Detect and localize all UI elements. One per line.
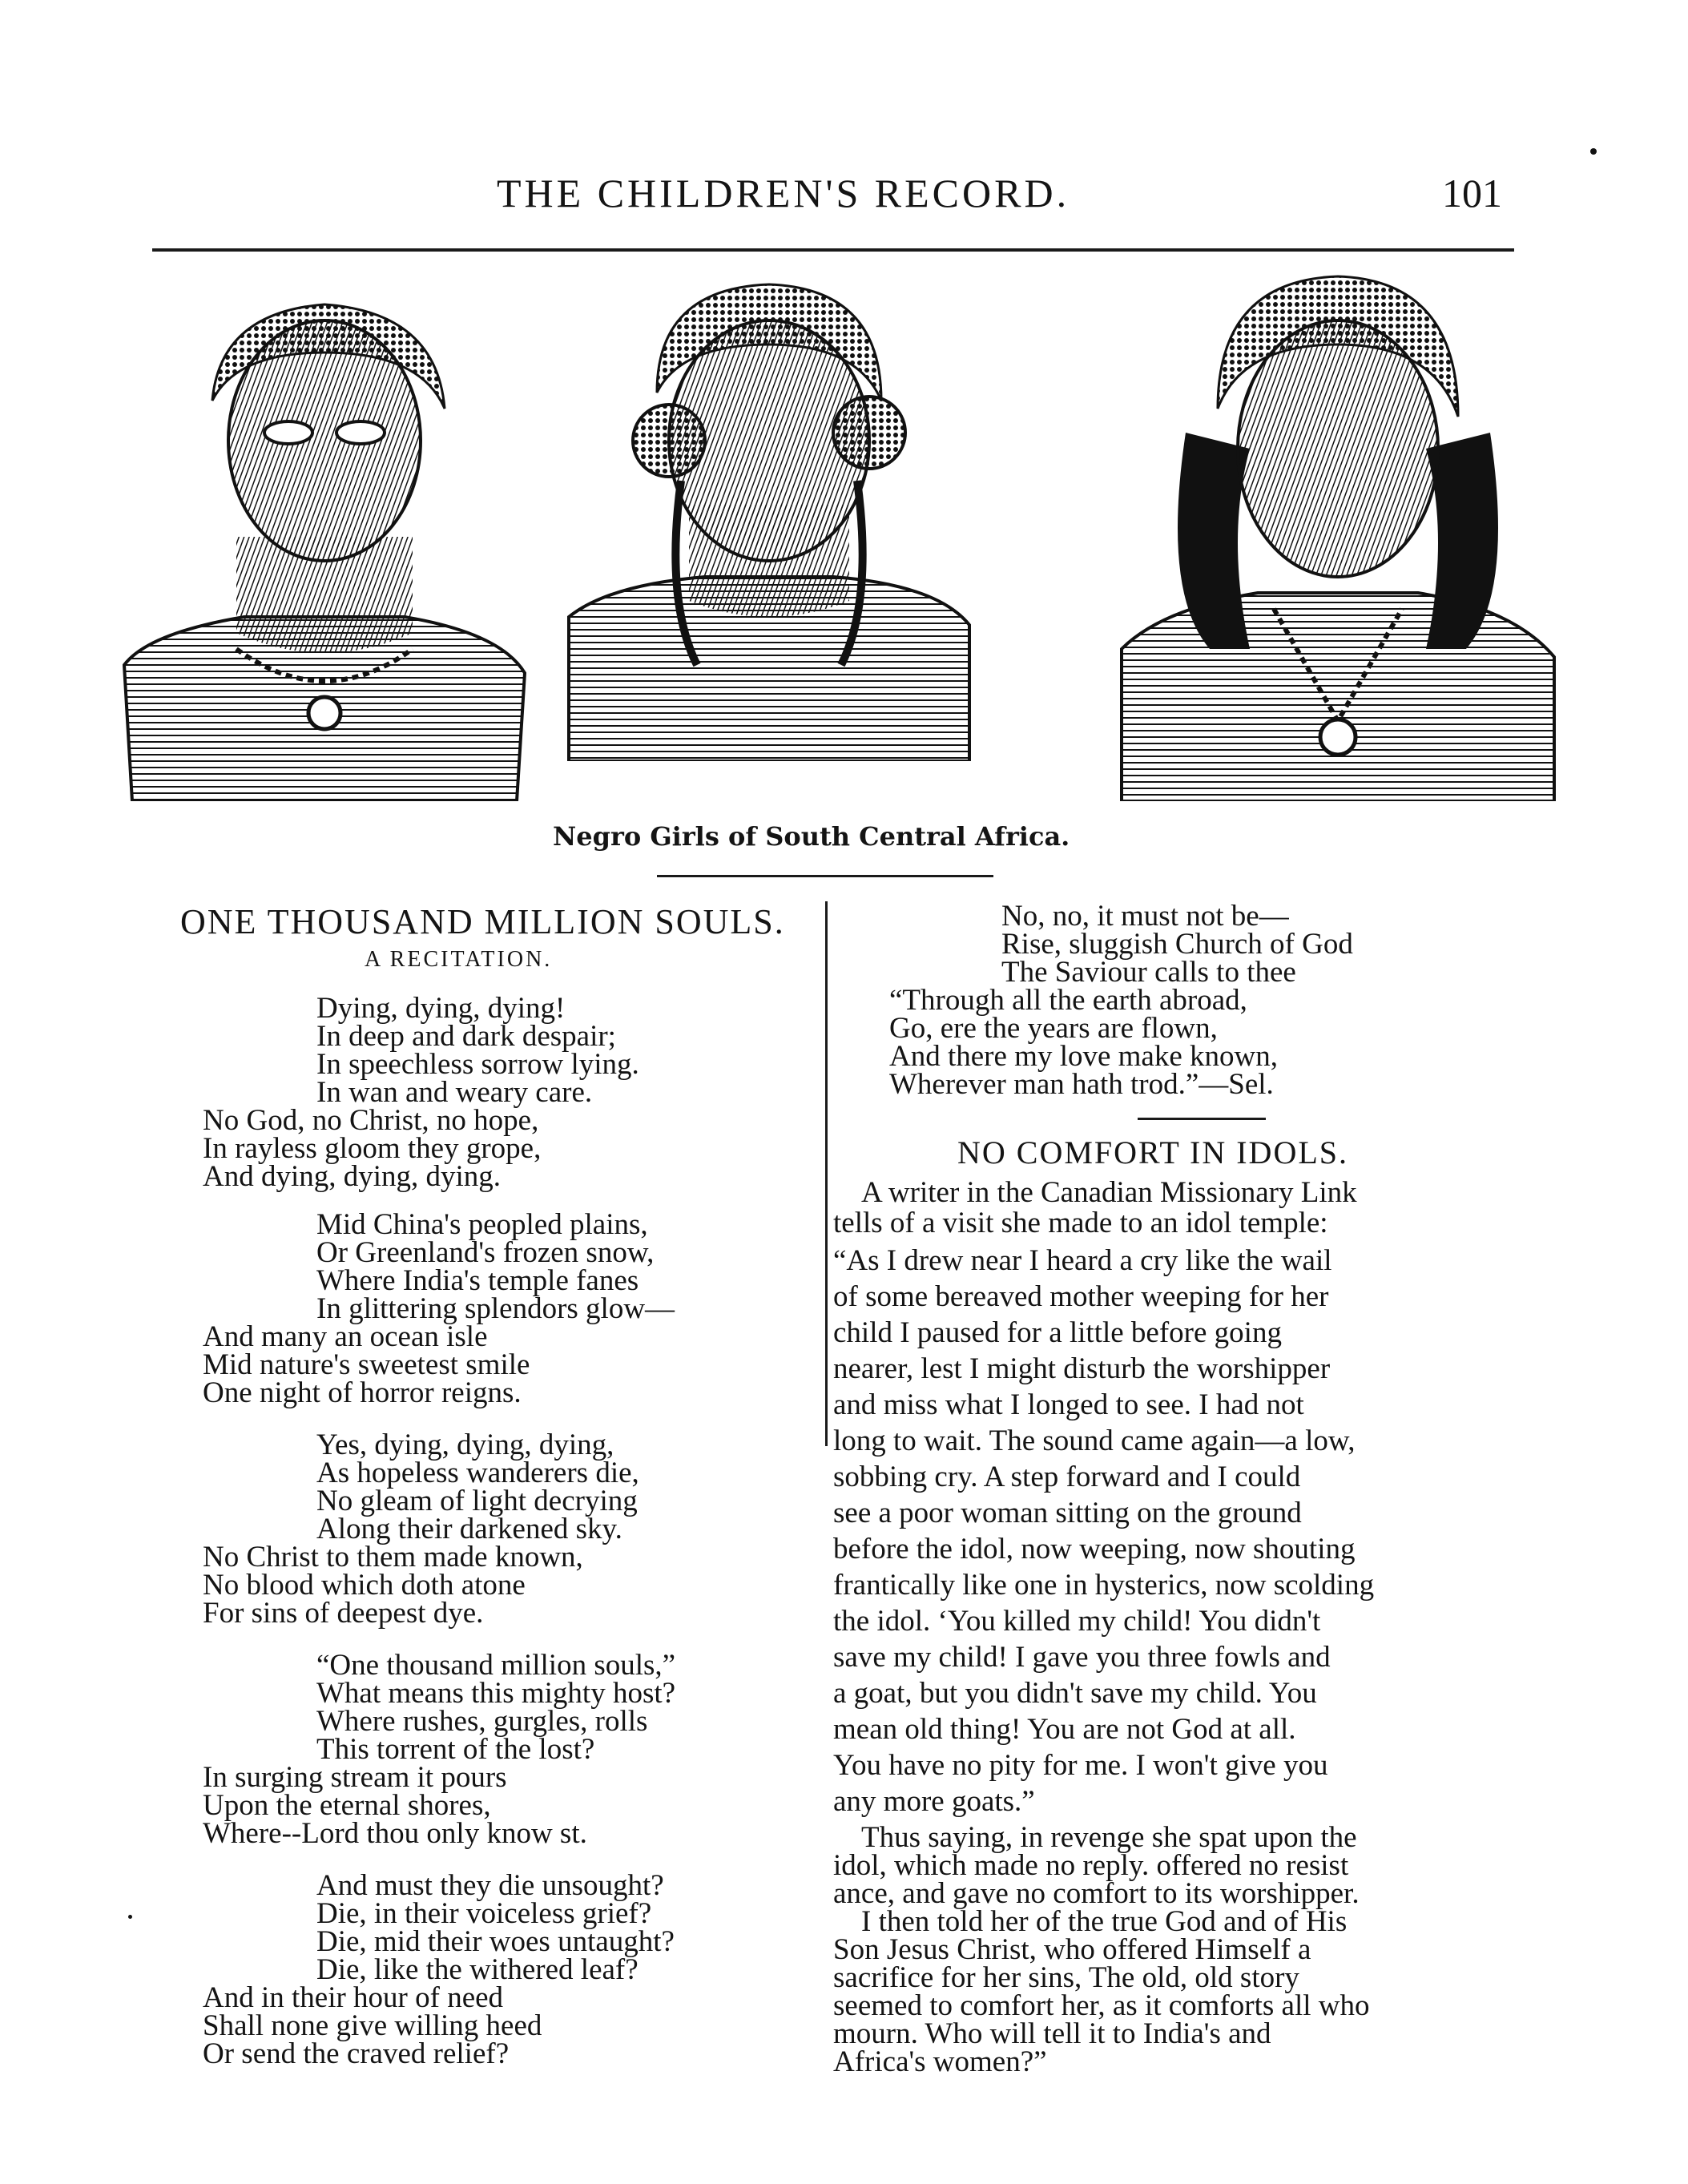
poem-line: No God, no Christ, no hope, [203, 1104, 539, 1137]
poem-continuation-line: Rise, sluggish Church of God [1001, 928, 1353, 961]
article-line: of some bereaved mother weeping for her [833, 1280, 1329, 1313]
poem-line: “One thousand million souls,” [316, 1649, 676, 1682]
poem-line: Where rushes, gurgles, rolls [316, 1705, 648, 1738]
poem-line: Dying, dying, dying! [316, 992, 566, 1025]
article-line: A writer in the Canadian Missionary Link [861, 1176, 1357, 1209]
article-line: child I paused for a little before going [833, 1316, 1282, 1349]
caption-rule [657, 875, 993, 877]
article-line: a goat, but you didn't save my child. You [833, 1677, 1317, 1710]
article-line: I then told her of the true God and of His [861, 1905, 1348, 1938]
poem-line: No gleam of light decrying [316, 1485, 638, 1517]
poem-line: Along their darkened sky. [316, 1513, 622, 1545]
poem-line: One night of horror reigns. [203, 1376, 522, 1409]
article-line: You have no pity for me. I won't give you [833, 1749, 1328, 1782]
girl-portrait-left [116, 296, 533, 801]
poem-line: For sins of deepest dye. [203, 1597, 484, 1630]
poem-title: ONE THOUSAND MILLION SOULS. [180, 902, 785, 941]
article-line: mean old thing! You are not God at all. [833, 1713, 1296, 1746]
article-line: the idol. ‘You killed my child! You didn't [833, 1605, 1321, 1638]
poem-line: In glittering splendors glow— [316, 1292, 675, 1325]
poem-continuation-line: No, no, it must not be— [1001, 900, 1289, 933]
poem-line: Where--Lord thou only know st. [203, 1817, 587, 1850]
poem-continuation-line: Go, ere the years are flown, [889, 1012, 1218, 1045]
poem-line: Shall none give willing heed [203, 2009, 542, 2042]
article-line: Thus saying, in revenge she spat upon the [861, 1821, 1357, 1854]
poem-line: No Christ to them made known, [203, 1541, 583, 1574]
article-line: see a poor woman sitting on the ground [833, 1497, 1302, 1529]
article-line: Son Jesus Christ, who offered Himself a [833, 1933, 1311, 1966]
poem-line: And must they die unsought? [316, 1869, 664, 1902]
page-number: 101 [1442, 171, 1502, 216]
poem-line: Where India's temple fanes [316, 1264, 639, 1297]
print-speck [1590, 148, 1597, 155]
poem-continuation-line: The Saviour calls to thee [1001, 956, 1296, 989]
poem-continuation-line: And there my love make known, [889, 1040, 1278, 1073]
poem-line: Upon the eternal shores, [203, 1789, 491, 1822]
poem-line: And many an ocean isle [203, 1320, 488, 1353]
illustration-caption: Negro Girls of South Central Africa. [553, 821, 1070, 852]
article-line: seemed to comfort her, as it comforts all who [833, 1989, 1370, 2022]
header-rule [152, 248, 1514, 252]
article-line: nearer, lest I might disturb the worshipper [833, 1352, 1331, 1385]
poem-line: In deep and dark despair; [316, 1020, 616, 1053]
poem-line: Or send the craved relief? [203, 2037, 510, 2070]
poem-line: Yes, dying, dying, dying, [316, 1428, 614, 1461]
poem-line: In wan and weary care. [316, 1076, 593, 1109]
poem-line: As hopeless wanderers die, [316, 1457, 639, 1489]
poem-line: In rayless gloom they grope, [203, 1132, 542, 1165]
article-line: mourn. Who will tell it to India's and [833, 2017, 1271, 2050]
poem-line: In speechless sorrow lying. [316, 1048, 639, 1081]
poem-line: And dying, dying, dying. [203, 1160, 502, 1193]
article-line: long to wait. The sound came again—a low, [833, 1424, 1356, 1457]
poem-line: Die, mid their woes untaught? [316, 1925, 675, 1958]
print-speck [128, 1915, 132, 1919]
article-line: sacrifice for her sins, The old, old story [833, 1961, 1299, 1994]
girl-portrait-center [561, 280, 977, 761]
article-line: and miss what I longed to see. I had not [833, 1388, 1304, 1421]
poem-line: This torrent of the lost? [316, 1733, 595, 1766]
poem-line: Or Greenland's frozen snow, [316, 1236, 655, 1269]
article-line: tells of a visit she made to an idol temple: [833, 1207, 1328, 1239]
poem-continuation-line: “Through all the earth abroad, [889, 984, 1247, 1017]
article-rule [1138, 1118, 1266, 1120]
article-title: NO COMFORT IN IDOLS. [957, 1134, 1349, 1171]
poem-line: And in their hour of need [203, 1981, 504, 2014]
poem-line: No blood which doth atone [203, 1569, 526, 1602]
poem-subtitle: A RECITATION. [365, 947, 553, 972]
poem-line: Mid China's peopled plains, [316, 1208, 648, 1241]
column-divider [825, 901, 828, 1446]
article-line: “As I drew near I heard a cry like the wail [833, 1244, 1332, 1277]
page-header-title: THE CHILDREN'S RECORD. [497, 171, 1070, 216]
poem-line: What means this mighty host? [316, 1677, 676, 1710]
poem-line: In surging stream it pours [203, 1761, 507, 1794]
article-line: sobbing cry. A step forward and I could [833, 1461, 1301, 1493]
poem-line: Mid nature's sweetest smile [203, 1348, 530, 1381]
article-line: any more goats.” [833, 1785, 1035, 1818]
article-line: Africa's women?” [833, 2045, 1047, 2078]
poem-line: Die, in their voiceless grief? [316, 1897, 652, 1930]
article-line: save my child! I gave you three fowls and [833, 1641, 1331, 1674]
article-line: idol, which made no reply. offered no resist [833, 1849, 1349, 1882]
poem-line: Die, like the withered leaf? [316, 1953, 639, 1986]
article-line: ance, and gave no comfort to its worshipper. [833, 1877, 1360, 1910]
girl-portrait-right [1114, 272, 1562, 801]
article-line: frantically like one in hysterics, now scolding [833, 1569, 1375, 1602]
poem-continuation-line: Wherever man hath trod.”—Sel. [889, 1068, 1274, 1101]
article-line: before the idol, now weeping, now shouting [833, 1533, 1356, 1565]
